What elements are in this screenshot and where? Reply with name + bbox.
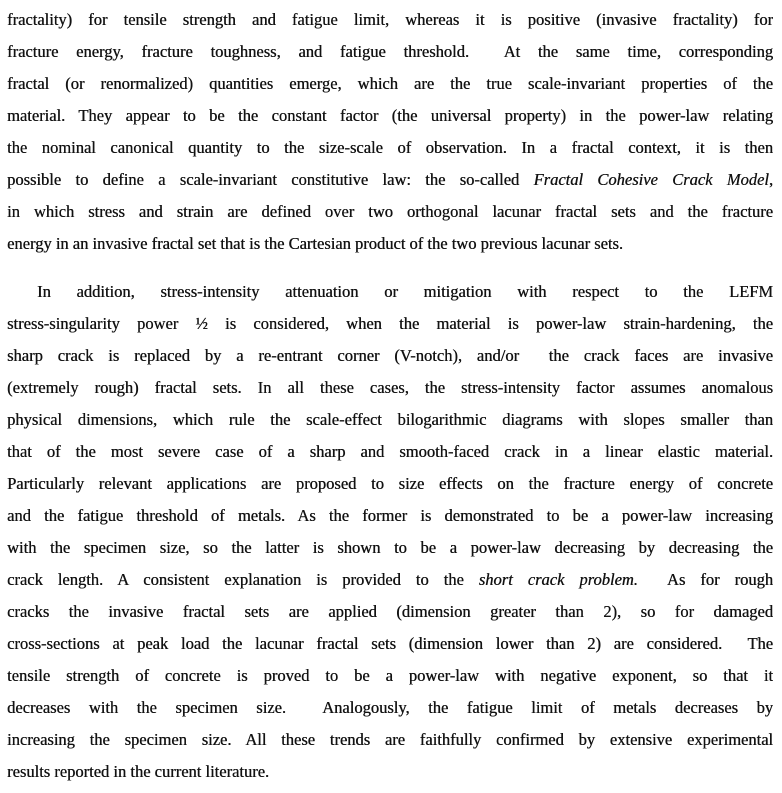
text-segment: crack length. A consistent explanation is provided to the [7,570,479,589]
text-line: that of the most severe case of a sharp and smooth-faced crack in a linear elastic material. [7,442,773,461]
text-line [7,564,773,596]
text-line: with the specimen size, so the latter is shown to be a power-law decreasing by decreasing the [7,538,773,557]
text-segment: possible to define a scale-invariant constitutive law: the so-called [7,170,534,189]
text-line [7,164,773,196]
text-line: cross-sections at peak load the lacunar fractal sets (dimension lower than 2) are considered. The [7,634,773,653]
paragraph-2 [7,276,773,788]
text-line: the nominal canonical quantity to the size-scale of observation. In a fractal context, it is then [7,138,773,157]
text-line: results reported in the current literature. [7,762,270,781]
text-line: and the fatigue threshold of metals. As the former is demonstrated to be a power-law increasing [7,506,773,525]
text-line: sharp crack is replaced by a re-entrant corner (V-notch), and/or the crack faces are invasive [7,346,773,365]
text-line: physical dimensions, which rule the scale-effect bilogarithmic diagrams with slopes smaller than [7,410,773,429]
text-line: fractality) for tensile strength and fatigue limit, whereas it is positive (invasive fractality) for [7,10,773,29]
text-line: In addition, stress-intensity attenuation or mitigation with respect to the LEFM [37,282,773,301]
text-line: energy in an invasive fractal set that is the Cartesian product of the two previous lacunar sets. [7,234,623,253]
text-line: stress-singularity power ½ is considered, when the material is power-law strain-hardening, the [7,314,773,333]
text-line: in which stress and strain are defined over two orthogonal lacunar fractal sets and the fracture [7,202,773,221]
text-segment: As for rough [637,570,773,589]
text-line: fractal (or renormalized) quantities emerge, which are the true scale-invariant properties of the [7,74,773,93]
text-line: Particularly relevant applications are proposed to size effects on the fracture energy of concrete [7,474,773,493]
paragraph-1 [7,4,773,260]
text-line: (extremely rough) fractal sets. In all these cases, the stress-intensity factor assumes anomalous [7,378,773,397]
text-segment: , [768,170,773,189]
text-line: tensile strength of concrete is proved to be a power-law with negative exponent, so that it [7,666,773,685]
text-line: increasing the specimen size. All these trends are faithfully confirmed by extensive experimental [7,730,773,749]
italic-phrase: short crack problem. [478,570,638,589]
text-line: fracture energy, fracture toughness, and fatigue threshold. At the same time, corresponding [7,42,773,61]
text-line: cracks the invasive fractal sets are applied (dimension greater than 2), so for damaged [7,602,773,621]
text-line: decreases with the specimen size. Analogously, the fatigue limit of metals decreases by [7,698,773,717]
italic-phrase: Fractal Cohesive Crack Model [533,170,769,189]
text-line: material. They appear to be the constant factor (the universal property) in the power-law relating [7,106,773,125]
